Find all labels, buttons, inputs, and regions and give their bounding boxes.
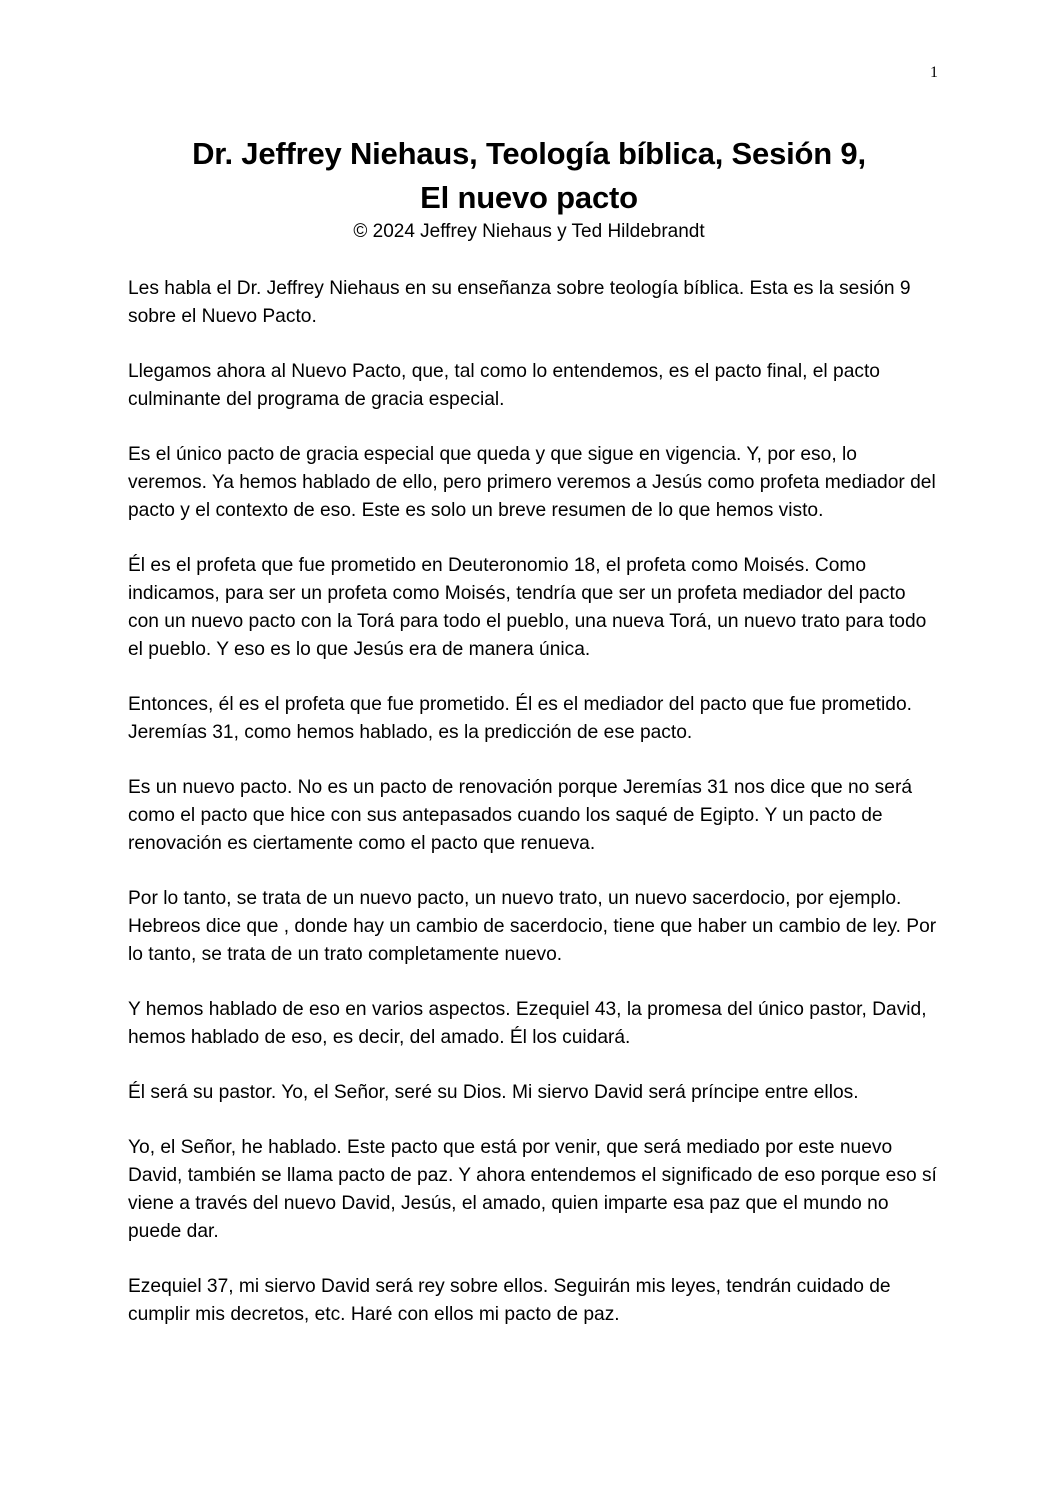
paragraph: Yo, el Señor, he hablado. Este pacto que está por venir, que será mediado por este nuevo David, también se llama pacto de paz. Y ahora entendemos el significado de eso porque eso sí viene a través del nuevo David, Jesús, el amado, quien imparte esa paz que el mundo no puede dar. — [128, 1137, 937, 1242]
paragraph: Llegamos ahora al Nuevo Pacto, que, tal como lo entendemos, es el pacto final, el pacto culminante del programa de gracia especial. — [128, 361, 880, 410]
paragraph: Él será su pastor. Yo, el Señor, seré su Dios. Mi siervo David será príncipe entre ellos. — [128, 1082, 859, 1103]
title-line-2: El nuevo pacto — [420, 180, 638, 215]
paragraph: Por lo tanto, se trata de un nuevo pacto, un nuevo trato, un nuevo sacerdocio, por ejemplo. Hebreos dice que , donde hay un cambio de sacerdocio, tiene que haber un cambio de ley. Por lo tanto, se trata de un trato completamente nuevo. — [128, 888, 937, 965]
document-title — [0, 132, 1058, 220]
paragraph: Entonces, él es el profeta que fue prometido. Él es el mediador del pacto que fue prometido. Jeremías 31, como hemos hablado, es la predicción de ese pacto. — [128, 694, 912, 743]
page-number: 1 — [930, 64, 938, 81]
paragraph: Les habla el Dr. Jeffrey Niehaus en su enseñanza sobre teología bíblica. Esta es la sesión 9 sobre el Nuevo Pacto. — [128, 278, 911, 327]
document-header — [0, 132, 1058, 244]
paragraph: Es el único pacto de gracia especial que queda y que sigue en vigencia. Y, por eso, lo veremos. Ya hemos hablado de ello, pero primero veremos a Jesús como profeta mediador del pacto y el contexto de eso. Este es solo un breve resumen de lo que hemos visto. — [128, 444, 936, 521]
paragraph: Es un nuevo pacto. No es un pacto de renovación porque Jeremías 31 nos dice que no será como el pacto que hice con sus antepasados cuando los saqué de Egipto. Y un pacto de renovación es ciertamente como el pacto que renueva. — [128, 777, 912, 854]
paragraph: Y hemos hablado de eso en varios aspectos. Ezequiel 43, la promesa del único pastor, David, hemos hablado de eso, es decir, del amado. Él los cuidará. — [128, 999, 927, 1048]
document-body — [128, 275, 938, 1356]
paragraph: Ezequiel 37, mi siervo David será rey sobre ellos. Seguirán mis leyes, tendrán cuidado de cumplir mis decretos, etc. Haré con ellos mi pacto de paz. — [128, 1276, 891, 1325]
copyright-notice: © 2024 Jeffrey Niehaus y Ted Hildebrandt — [353, 221, 705, 242]
paragraph: Él es el profeta que fue prometido en Deuteronomio 18, el profeta como Moisés. Como indicamos, para ser un profeta como Moisés, tendría que ser un profeta mediador del pacto con un nuevo pacto con la Torá para todo el pueblo, una nueva Torá, un nuevo trato para todo el pueblo. Y eso es lo que Jesús era de manera única. — [128, 555, 927, 660]
title-line-1: Dr. Jeffrey Niehaus, Teología bíblica, Sesión 9, — [192, 136, 866, 171]
